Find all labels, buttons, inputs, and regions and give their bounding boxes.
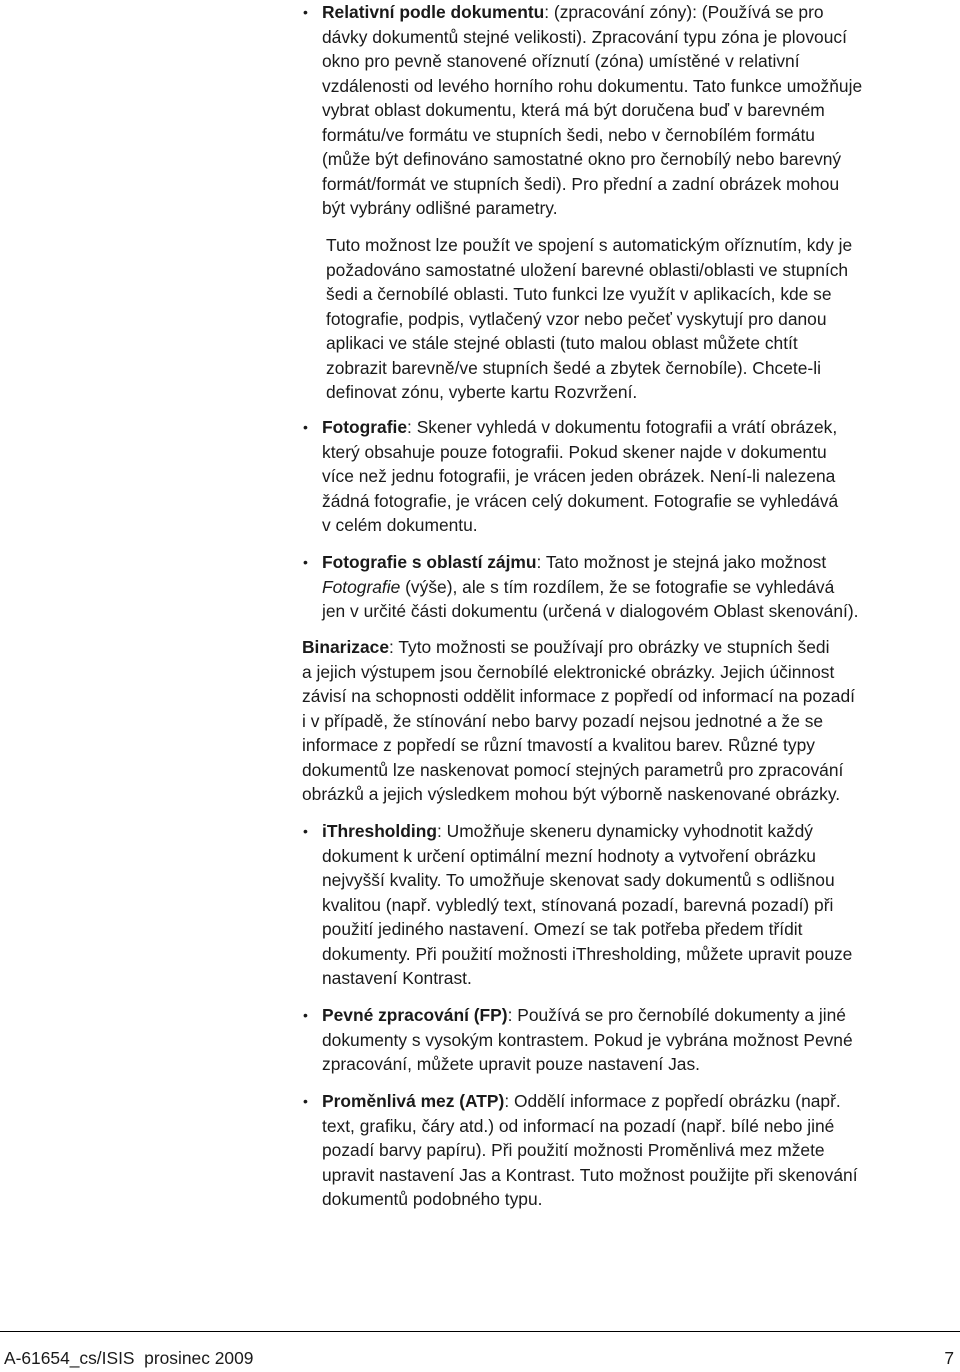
bullet-glyph: • <box>303 4 308 20</box>
line: zpracování, můžete upravit pouze nastavení Jas. <box>322 1054 700 1074</box>
line: okno pro pevně stanovené oříznutí (zóna) umístěné v relativní <box>322 51 800 71</box>
line: Fotografie: Skener vyhledá v dokumentu fotografii a vrátí obrázek, <box>322 417 838 437</box>
bullet-glyph: • <box>303 419 308 435</box>
line: pozadí barvy papíru). Při použití možnosti Proměnlivá mez mžete <box>322 1140 825 1160</box>
zone-note-paragraph <box>326 233 956 405</box>
line: dávky dokumentů stejné velikosti). Zpracování typu zóna je plovoucí <box>322 26 847 47</box>
line: aplikaci ve stále stejné oblasti (tuto malou oblast můžete chtít <box>326 333 798 353</box>
line: dokumenty. Při použití možnosti iThresholding, můžete upravit pouze <box>322 943 853 964</box>
line: dokumenty s vysokým kontrastem. Pokud je vybrána možnost Pevné <box>322 1029 853 1050</box>
line: více než jednu fotografii, je vrácen jeden obrázek. Není-li nalezena <box>322 466 836 486</box>
footer-divider <box>0 1331 960 1332</box>
line: závisí na schopnosti oddělit informace z popředí od informací na pozadí <box>302 686 855 706</box>
term: Fotografie s oblastí zájmu <box>322 552 537 572</box>
list-item-photo <box>303 415 958 538</box>
line: fotografie, podpis, vytlačený vzor nebo pečeť vyskytují pro danou <box>326 308 827 329</box>
line: i v případě, že stínování nebo barvy pozadí nejsou jednotné a že se <box>302 710 824 731</box>
line: formát/formát ve stupních šedi). Pro přední a zadní obrázek mohou <box>322 173 840 194</box>
line: Tuto možnost lze použít ve spojení s automatickým oříznutím, kdy je <box>326 235 853 255</box>
term: Binarizace <box>302 637 389 657</box>
line: požadováno samostatné uložení barevné oblasti/oblasti ve stupních <box>326 259 849 280</box>
term: iThresholding <box>322 821 437 841</box>
line: text, grafiku, čáry atd.) od informací na pozadí (např. bílé nebo jiné <box>322 1115 835 1136</box>
line: obrázků a jejich výsledkem mohou být výborně naskenované obrázky. <box>302 784 841 804</box>
line: Relativní podle dokumentu: (zpracování zóny): (Používá se pro <box>322 2 824 22</box>
bullet-glyph: • <box>303 823 308 839</box>
bullet-glyph: • <box>303 554 308 570</box>
line: Fotografie s oblastí zájmu: Tato možnost je stejná jako možnost <box>322 552 827 572</box>
line: zobrazit barevně/ve stupních šedé a zbytek černobíle). Chcete-li <box>326 357 821 378</box>
line: vzdálenosti od levého horního rohu dokumentu. Tato funkce umožňuje <box>322 75 863 96</box>
line: dokument k určení optimální mezní hodnoty a vytvoření obrázku <box>322 845 816 866</box>
line: (může být definováno samostatné okno pro černobílý nebo barevný <box>322 149 842 169</box>
list-item-fixed-processing <box>303 1003 958 1077</box>
bullet-glyph: • <box>303 1093 308 1109</box>
list-item-adaptive-threshold <box>303 1089 958 1212</box>
page-number: 7 <box>944 1348 954 1368</box>
line: vybrat oblast dokumentu, která má být doručena buď v barevném <box>322 100 825 120</box>
line: Binarizace: Tyto možnosti se používají pro obrázky ve stupních šedi <box>302 637 830 657</box>
italic-term: Fotografie <box>322 576 401 597</box>
line: Fotografie (výše), ale s tím rozdílem, že se fotografie se vyhledává <box>322 576 835 597</box>
line: nastavení Kontrast. <box>322 968 472 988</box>
list-item-photo-roi <box>303 550 958 624</box>
line: formátu/ve formátu ve stupních šedi, nebo v černobílém formátu <box>322 124 815 145</box>
line: kvalitou (např. vybledlý text, stínovaná pozadí, barevná pozadí) při <box>322 894 834 915</box>
line: být vybrány odlišné parametry. <box>322 198 558 218</box>
term: Relativní podle dokumentu <box>322 2 545 22</box>
line: dokumentů podobného typu. <box>322 1189 543 1209</box>
line: iThresholding: Umožňuje skeneru dynamicky vyhodnotit každý <box>322 821 813 841</box>
bullet-glyph: • <box>303 1007 308 1023</box>
line: v celém dokumentu. <box>322 515 478 535</box>
footer-doc-id: A-61654_cs/ISIS prosinec 2009 <box>4 1348 254 1368</box>
line: nejvyšší kvality. To umožňuje skenovat sady dokumentů s odlišnou <box>322 870 835 890</box>
line: jen v určité části dokumentu (určená v dialogovém Oblast skenování). <box>322 601 859 621</box>
line: upravit nastavení Jas a Kontrast. Tuto možnost použijte při skenování <box>322 1164 858 1185</box>
line: který obsahuje pouze fotografii. Pokud skener najde v dokumentu <box>322 441 827 462</box>
term: Fotografie <box>322 417 408 437</box>
line: šedi a černobílé oblasti. Tuto funkci lze využít v aplikacích, kde se <box>326 284 832 304</box>
line: použití jediného nastavení. Omezí se tak potřeba předem třídit <box>322 919 803 939</box>
line: a jejich výstupem jsou černobílé elektronické obrázky. Jejich účinnost <box>302 661 835 682</box>
line: Pevné zpracování (FP): Používá se pro černobílé dokumenty a jiné <box>322 1005 846 1025</box>
term: Proměnlivá mez (ATP) <box>322 1091 505 1111</box>
binarization-paragraph <box>302 635 958 807</box>
line: dokumentů lze naskenovat pomocí stejných parametrů pro zpracování <box>302 759 844 780</box>
list-item-ithresholding <box>303 819 958 991</box>
line: Proměnlivá mez (ATP): Oddělí informace z popředí obrázku (např. <box>322 1091 841 1111</box>
list-item-relative-document <box>303 0 958 221</box>
line: informace z popředí se různí tmavostí a kvalitou barev. Různé typy <box>302 735 815 755</box>
line: definovat zónu, vyberte kartu Rozvržení. <box>326 382 638 402</box>
term: Pevné zpracování (FP) <box>322 1005 508 1025</box>
line: žádná fotografie, je vrácen celý dokument. Fotografie se vyhledává <box>322 490 839 511</box>
